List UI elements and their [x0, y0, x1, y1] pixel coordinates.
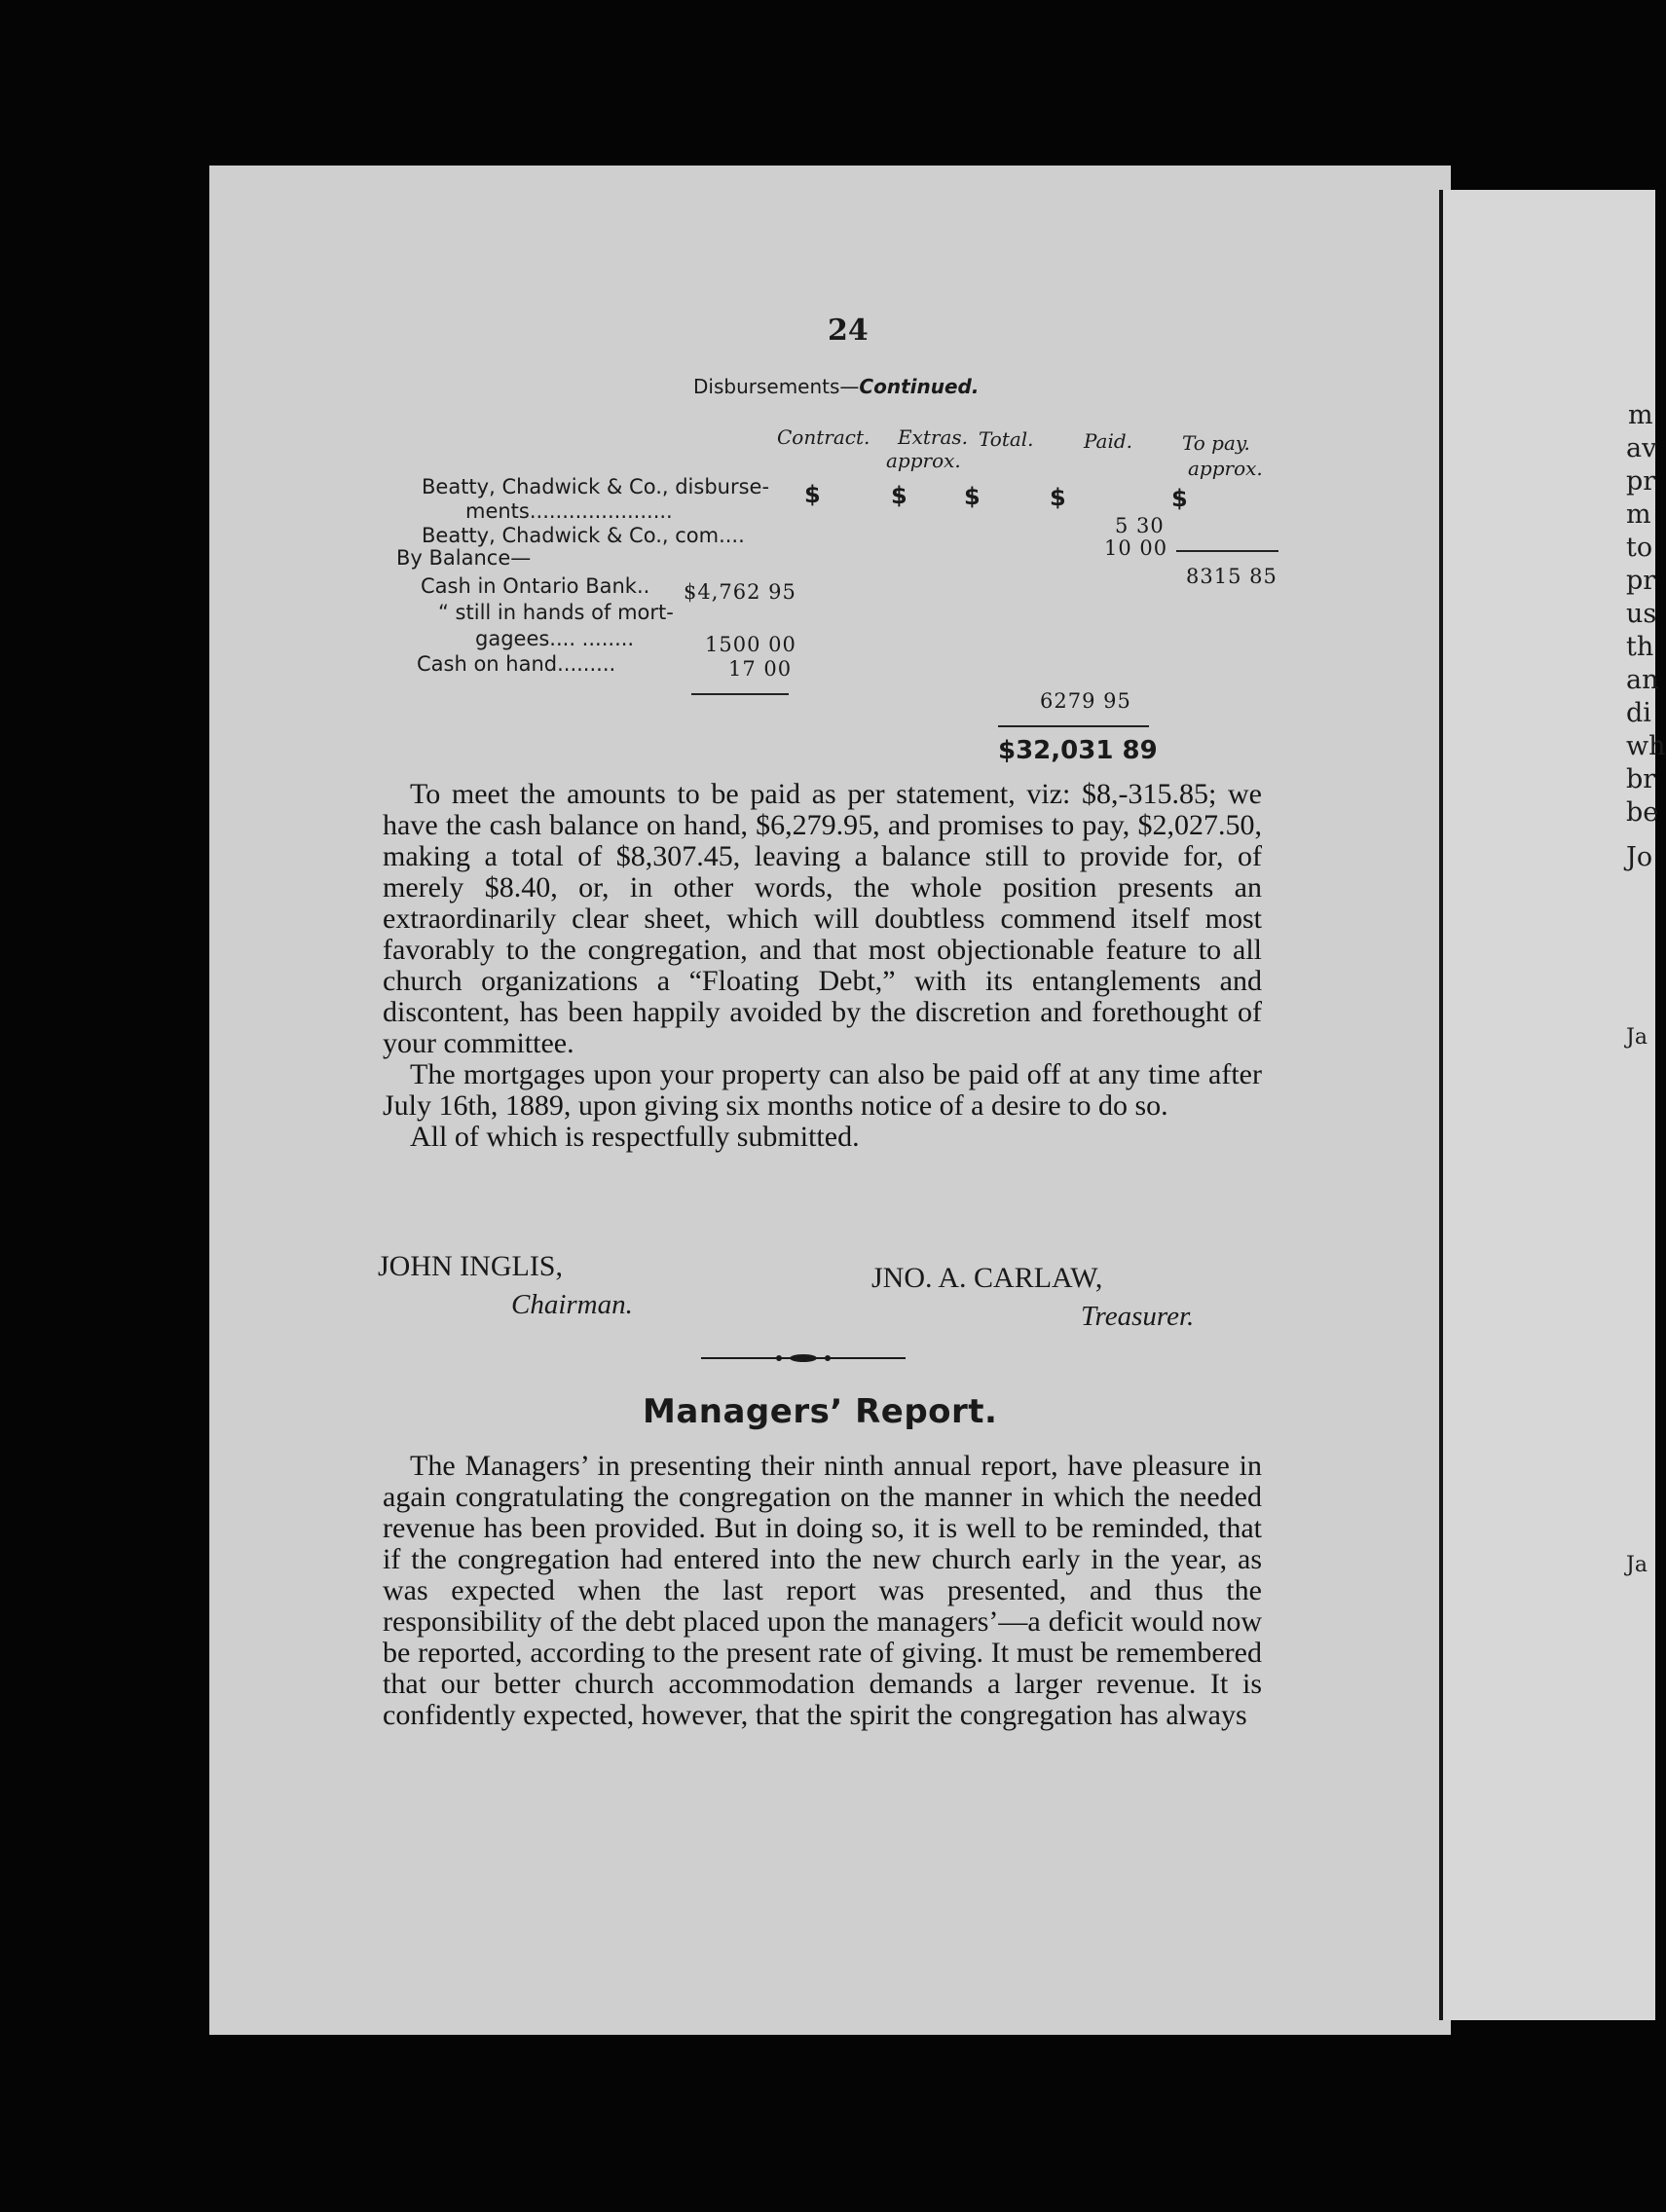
facing-fragment: wh — [1626, 731, 1666, 761]
facing-fragment: di — [1626, 698, 1651, 728]
facing-fragment: th — [1626, 632, 1654, 662]
paragraph: To meet the amounts to be paid as per statement, viz: $8,-315.85; we have the cash balance on hand, $6,279.95, and promises to pay, $2,027.50, making a total of $8,307.45, leaving a balance still to provide for, of merely $8.40, or, in other words, the whole position presents an extraordinarily clear sheet, which will doubtless commend itself most favorably to the congregation, and that most objectionable feature to all church organizations a “Floating Debt,” with its entanglements and discontent, has been happily avoided by the discretion and forethought of your committee. — [383, 778, 1262, 1059]
facing-fragment: an — [1626, 665, 1659, 695]
col-header-extras: Extras. — [898, 425, 969, 449]
facing-fragment: Jo — [1626, 842, 1653, 872]
rule — [691, 693, 789, 695]
row-label: “ still in hands of mort- — [438, 601, 674, 624]
paragraph: All of which is respectfully submitted. — [410, 1121, 860, 1153]
row-label: Cash on hand......... — [417, 652, 616, 676]
dollar-sign: $ — [891, 482, 907, 509]
signatory-name: JNO. A. CARLAW, — [871, 1262, 1103, 1294]
ornament-divider — [701, 1351, 906, 1365]
paid-amount: 10 00 — [1104, 536, 1168, 560]
facing-fragment: av — [1626, 433, 1657, 463]
signatory-name: JOHN INGLIS, — [378, 1250, 563, 1282]
facing-fragment: pr — [1626, 566, 1656, 596]
dollar-sign: $ — [804, 481, 821, 508]
facing-page — [1439, 190, 1666, 2020]
facing-fragment: br — [1626, 764, 1656, 794]
grand-total: $32,031 89 — [998, 736, 1158, 765]
facing-fragment: us — [1626, 599, 1657, 629]
section-heading-emph: Continued. — [859, 375, 980, 398]
rule — [998, 725, 1149, 727]
col-header-to-pay-sub: approx. — [1188, 457, 1263, 480]
col-header-extras-sub: approx. — [886, 449, 961, 472]
paragraph: The Managers’ in presenting their ninth annual report, have pleasure in again congratulating the congregation on the manner in which the needed revenue has been provided. But in doing so, it is well to be reminded, that if the congregation had entered into the new church early in the year, as was expected when the last report was presented, and thus the responsibility of the debt placed upon the managers’—a deficit would now be reported, according to the present rate of giving. It must be remembered that our better church accommodation demands a larger revenue. It is confidently expected, however, that the spirit the congregation has always — [383, 1450, 1262, 1731]
managers-report-heading: Managers’ Report. — [643, 1392, 998, 1431]
col-header-contract: Contract. — [777, 425, 870, 449]
paid-amount: 5 30 — [1115, 514, 1165, 537]
facing-fragment: Ja — [1626, 1025, 1647, 1050]
facing-fragment: to — [1626, 533, 1653, 563]
col-header-total: Total. — [979, 427, 1034, 451]
to-pay-total: 8315 85 — [1186, 565, 1277, 588]
dollar-sign: $ — [1171, 485, 1188, 512]
row-label: By Balance— — [396, 546, 532, 570]
row-amount: 17 00 — [728, 657, 793, 681]
row-label: Cash in Ontario Bank.. — [421, 574, 650, 598]
dollar-sign: $ — [964, 483, 981, 510]
section-heading — [693, 377, 979, 396]
facing-fragment: be — [1626, 797, 1659, 828]
row-amount: 1500 00 — [705, 633, 796, 656]
signatory-role: Chairman. — [511, 1289, 633, 1320]
facing-fragment: Ja — [1626, 1553, 1647, 1577]
facing-fragment: m — [1628, 400, 1653, 430]
row-amount: $4,762 95 — [684, 580, 796, 604]
row-label: ments...................... — [465, 499, 673, 523]
balance-total: 6279 95 — [1040, 689, 1131, 713]
col-header-paid: Paid. — [1084, 429, 1133, 453]
paragraph: The mortgages upon your property can also be paid off at any time after July 16th, 1889, upon giving six months notice of a desire to do so. — [383, 1058, 1262, 1122]
row-label: gagees.... ........ — [475, 627, 635, 650]
dollar-sign: $ — [1050, 484, 1066, 511]
row-label: Beatty, Chadwick & Co., com.... — [422, 524, 745, 547]
statement-text — [383, 779, 1262, 1153]
rule — [1176, 550, 1278, 552]
signatory-role: Treasurer. — [1081, 1301, 1195, 1332]
section-heading-text: Disbursements— — [693, 375, 860, 398]
managers-report-text — [383, 1451, 1262, 1731]
page-number: 24 — [828, 313, 869, 348]
row-label: Beatty, Chadwick & Co., disburse- — [422, 475, 770, 498]
facing-fragment: pr — [1626, 466, 1656, 497]
facing-fragment: m — [1626, 499, 1651, 530]
col-header-to-pay: To pay. — [1182, 431, 1250, 455]
